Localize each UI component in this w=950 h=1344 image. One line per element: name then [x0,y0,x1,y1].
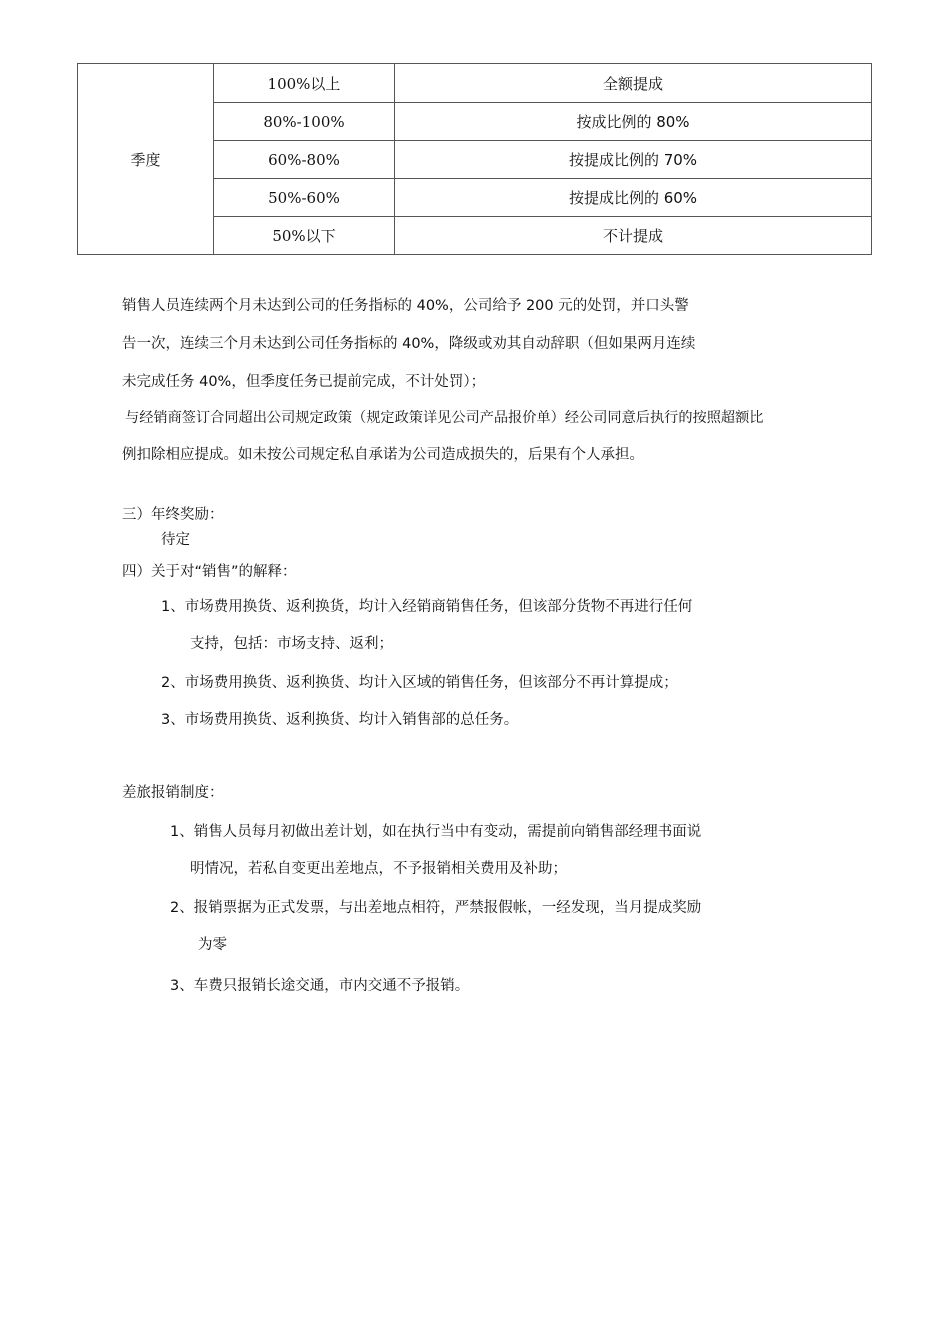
rule-cell: 按提成比例的 60% [395,179,872,217]
travel-heading: 差旅报销制度： [122,785,224,801]
year-end-content: 待定 [161,532,190,548]
range-cell: 50%以下 [214,217,395,255]
sales-def-item-1a: 1、市场费用换货、返利换货，均计入经销商销售任务，但该部分货物不再进行任何 [161,599,693,615]
sales-def-item-3: 3、市场费用换货、返利换货、均计入销售部的总任务。 [161,712,519,728]
table-row [78,64,872,103]
penalty-line-2: 告一次，连续三个月未达到公司任务指标的 40%，降级或劝其自动辞职（但如果两月连续 [122,336,696,352]
travel-item-2a: 2、报销票据为正式发票，与出差地点相符，严禁报假帐，一经发现，当月提成奖励 [170,900,702,916]
travel-item-3: 3、车费只报销长途交通，市内交通不予报销。 [170,978,470,994]
penalty-line-4: 与经销商签订合同超出公司规定政策（规定政策详见公司产品报价单）经公司同意后执行的按照超额比 [125,410,764,426]
penalty-line-5: 例扣除相应提成。如未按公司规定私自承诺为公司造成损失的，后果有个人承担。 [122,447,644,463]
range-cell: 60%-80% [214,141,395,179]
travel-item-1b: 明情况，若私自变更出差地点，不予报销相关费用及补助； [190,861,567,877]
rule-cell: 不计提成 [395,217,872,255]
rule-cell: 按提成比例的 70% [395,141,872,179]
sales-def-item-1b: 支持，包括：市场支持、返利； [190,636,393,652]
year-end-heading: 三）年终奖励： [122,507,224,523]
rule-cell: 按成比例的 80% [395,103,872,141]
range-cell: 80%-100% [214,103,395,141]
period-cell: 季度 [78,64,214,255]
commission-table [77,63,872,255]
travel-item-2b: 为零 [198,937,227,953]
rule-cell: 全额提成 [395,64,872,103]
range-cell: 50%-60% [214,179,395,217]
travel-item-1a: 1、销售人员每月初做出差计划，如在执行当中有变动，需提前向销售部经理书面说 [170,824,702,840]
sales-def-item-2: 2、市场费用换货、返利换货、均计入区域的销售任务，但该部分不再计算提成； [161,675,678,691]
penalty-line-3: 未完成任务 40%，但季度任务已提前完成，不计处罚）； [122,374,486,390]
range-cell: 100%以上 [214,64,395,103]
sales-def-heading: 四）关于对“销售”的解释： [122,564,297,580]
penalty-line-1: 销售人员连续两个月未达到公司的任务指标的 40%，公司给予 200 元的处罚，并口头警 [122,298,689,314]
